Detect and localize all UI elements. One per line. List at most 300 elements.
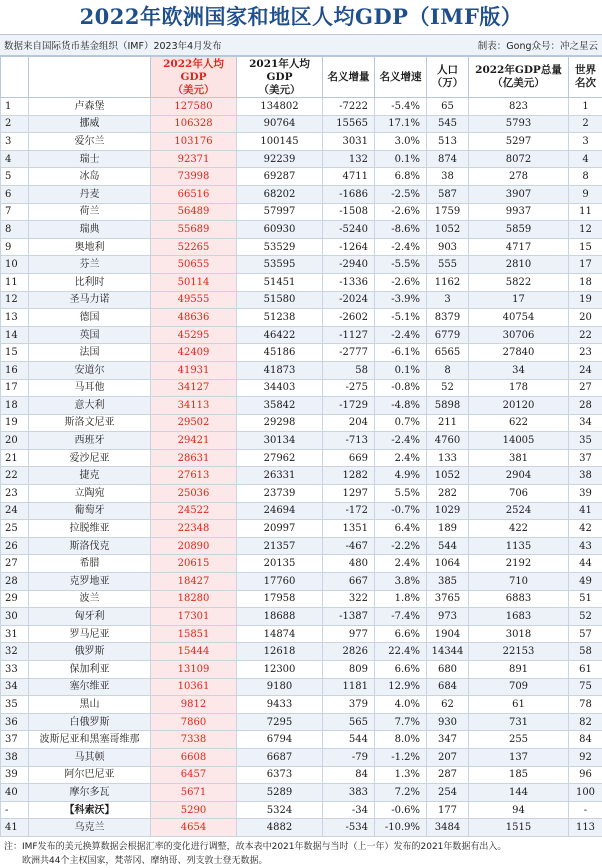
cell-rate: 1.3% bbox=[375, 766, 427, 784]
table-row bbox=[1, 801, 602, 819]
cell-increase: -79 bbox=[323, 748, 375, 766]
cell-gdp-total: 710 bbox=[469, 573, 569, 591]
cell-increase: 544 bbox=[323, 731, 375, 749]
producer-text: 制表：Gong众号：冲之星云 bbox=[478, 38, 598, 52]
cell-world-rank: 2 bbox=[569, 115, 602, 133]
cell-country: 希腊 bbox=[29, 555, 151, 573]
cell-rate: 6.6% bbox=[375, 661, 427, 679]
note-line-1: 注：IMF发布的美元换算数据会根据汇率的变化进行调整，故本表中2021年数据与当时（上一年）发布的2021年数据有出入。 bbox=[4, 840, 598, 854]
table-row bbox=[1, 449, 602, 467]
cell-rate: 6.4% bbox=[375, 520, 427, 538]
cell-rank: 30 bbox=[1, 608, 29, 626]
cell-gdp-total: 94 bbox=[469, 801, 569, 819]
cell-gdp-total: 185 bbox=[469, 766, 569, 784]
cell-rank: 17 bbox=[1, 379, 29, 397]
cell-rate: -0.7% bbox=[375, 502, 427, 520]
cell-gdp-2022: 56489 bbox=[151, 203, 237, 221]
cell-country: 马耳他 bbox=[29, 379, 151, 397]
cell-population: 287 bbox=[427, 766, 469, 784]
cell-gdp-2021: 21357 bbox=[237, 537, 323, 555]
header-gdp-total: 2022年GDP总量 （亿美元） bbox=[469, 57, 569, 98]
cell-gdp-2022: 20890 bbox=[151, 537, 237, 555]
cell-gdp-2022: 50655 bbox=[151, 256, 237, 274]
cell-gdp-2022: 45295 bbox=[151, 326, 237, 344]
cell-rank: 27 bbox=[1, 555, 29, 573]
cell-population: 3484 bbox=[427, 819, 469, 837]
cell-country: 捷克 bbox=[29, 467, 151, 485]
cell-gdp-2021: 27962 bbox=[237, 449, 323, 467]
cell-country: 罗马尼亚 bbox=[29, 625, 151, 643]
table-row bbox=[1, 678, 602, 696]
cell-country: 立陶宛 bbox=[29, 485, 151, 503]
cell-country: 爱尔兰 bbox=[29, 133, 151, 151]
cell-rate: -0.8% bbox=[375, 379, 427, 397]
cell-world-rank: 78 bbox=[569, 696, 602, 714]
cell-country: 俄罗斯 bbox=[29, 643, 151, 661]
table-row bbox=[1, 573, 602, 591]
cell-rank: 23 bbox=[1, 485, 29, 503]
cell-rank: 38 bbox=[1, 748, 29, 766]
cell-gdp-2021: 12618 bbox=[237, 643, 323, 661]
cell-rate: 5.5% bbox=[375, 485, 427, 503]
cell-country: 英国 bbox=[29, 326, 151, 344]
cell-country: 克罗地亚 bbox=[29, 573, 151, 591]
cell-gdp-2021: 4882 bbox=[237, 819, 323, 837]
cell-increase: 4711 bbox=[323, 168, 375, 186]
cell-population: 973 bbox=[427, 608, 469, 626]
table-row bbox=[1, 168, 602, 186]
cell-gdp-2021: 18688 bbox=[237, 608, 323, 626]
cell-gdp-2022: 28631 bbox=[151, 449, 237, 467]
cell-increase: 565 bbox=[323, 713, 375, 731]
cell-gdp-total: 2192 bbox=[469, 555, 569, 573]
cell-gdp-2022: 7338 bbox=[151, 731, 237, 749]
table-row bbox=[1, 731, 602, 749]
cell-country: 奥地利 bbox=[29, 238, 151, 256]
cell-gdp-2022: 6457 bbox=[151, 766, 237, 784]
cell-gdp-total: 422 bbox=[469, 520, 569, 538]
cell-gdp-2022: 34113 bbox=[151, 397, 237, 415]
cell-gdp-2022: 106328 bbox=[151, 115, 237, 133]
cell-rank: 12 bbox=[1, 291, 29, 309]
cell-rate: -2.4% bbox=[375, 238, 427, 256]
cell-population: 1162 bbox=[427, 273, 469, 291]
header-name bbox=[29, 57, 151, 98]
cell-country: 塞尔维亚 bbox=[29, 678, 151, 696]
cell-world-rank: 100 bbox=[569, 784, 602, 802]
cell-gdp-2022: 7860 bbox=[151, 713, 237, 731]
table-row bbox=[1, 713, 602, 731]
cell-world-rank: 43 bbox=[569, 537, 602, 555]
cell-gdp-total: 8072 bbox=[469, 150, 569, 168]
cell-rank: 21 bbox=[1, 449, 29, 467]
cell-gdp-2022: 22348 bbox=[151, 520, 237, 538]
cell-population: 1064 bbox=[427, 555, 469, 573]
cell-population: 930 bbox=[427, 713, 469, 731]
cell-increase: -1729 bbox=[323, 397, 375, 415]
cell-gdp-total: 144 bbox=[469, 784, 569, 802]
cell-world-rank: 39 bbox=[569, 485, 602, 503]
cell-increase: 809 bbox=[323, 661, 375, 679]
cell-increase: -275 bbox=[323, 379, 375, 397]
cell-gdp-2022: 55689 bbox=[151, 221, 237, 239]
cell-rank: 33 bbox=[1, 661, 29, 679]
table-row bbox=[1, 766, 602, 784]
cell-world-rank: 24 bbox=[569, 361, 602, 379]
cell-rate: 12.9% bbox=[375, 678, 427, 696]
cell-gdp-total: 6883 bbox=[469, 590, 569, 608]
cell-increase: -7222 bbox=[323, 98, 375, 116]
cell-gdp-2022: 10361 bbox=[151, 678, 237, 696]
cell-gdp-2022: 42409 bbox=[151, 344, 237, 362]
cell-country: 安道尔 bbox=[29, 361, 151, 379]
cell-world-rank: 22 bbox=[569, 326, 602, 344]
cell-population: 684 bbox=[427, 678, 469, 696]
cell-rate: -2.6% bbox=[375, 203, 427, 221]
cell-world-rank: 42 bbox=[569, 520, 602, 538]
cell-rank: - bbox=[1, 801, 29, 819]
cell-rate: -2.2% bbox=[375, 537, 427, 555]
cell-increase: -1336 bbox=[323, 273, 375, 291]
cell-gdp-2022: 103176 bbox=[151, 133, 237, 151]
cell-increase: -713 bbox=[323, 432, 375, 450]
table-row bbox=[1, 238, 602, 256]
cell-gdp-2021: 45186 bbox=[237, 344, 323, 362]
cell-population: 282 bbox=[427, 485, 469, 503]
cell-rank: 10 bbox=[1, 256, 29, 274]
cell-rank: 29 bbox=[1, 590, 29, 608]
cell-increase: 204 bbox=[323, 414, 375, 432]
cell-increase: -2602 bbox=[323, 309, 375, 327]
cell-world-rank: 4 bbox=[569, 150, 602, 168]
cell-rate: -2.6% bbox=[375, 273, 427, 291]
cell-rank: 20 bbox=[1, 432, 29, 450]
cell-country: 白俄罗斯 bbox=[29, 713, 151, 731]
cell-increase: -534 bbox=[323, 819, 375, 837]
cell-gdp-2022: 34127 bbox=[151, 379, 237, 397]
cell-gdp-2021: 12300 bbox=[237, 661, 323, 679]
table-row bbox=[1, 221, 602, 239]
cell-world-rank: 84 bbox=[569, 731, 602, 749]
cell-country: 阿尔巴尼亚 bbox=[29, 766, 151, 784]
source-bar bbox=[0, 34, 602, 56]
cell-population: 211 bbox=[427, 414, 469, 432]
cell-increase: -2024 bbox=[323, 291, 375, 309]
cell-country: 瑞士 bbox=[29, 150, 151, 168]
cell-population: 6565 bbox=[427, 344, 469, 362]
cell-country: 【科索沃】 bbox=[29, 801, 151, 819]
cell-world-rank: 52 bbox=[569, 608, 602, 626]
cell-gdp-total: 381 bbox=[469, 449, 569, 467]
table-row bbox=[1, 502, 602, 520]
header-gdp-2021: 2021年人均GDP （美元） bbox=[237, 57, 323, 98]
cell-gdp-2021: 17760 bbox=[237, 573, 323, 591]
cell-gdp-2021: 20997 bbox=[237, 520, 323, 538]
cell-increase: -1387 bbox=[323, 608, 375, 626]
cell-rate: 4.9% bbox=[375, 467, 427, 485]
cell-world-rank: 34 bbox=[569, 414, 602, 432]
cell-rate: 7.2% bbox=[375, 784, 427, 802]
table-row bbox=[1, 696, 602, 714]
cell-gdp-total: 2524 bbox=[469, 502, 569, 520]
table-row bbox=[1, 203, 602, 221]
cell-rank: 15 bbox=[1, 344, 29, 362]
cell-population: 1029 bbox=[427, 502, 469, 520]
cell-gdp-2022: 29502 bbox=[151, 414, 237, 432]
cell-gdp-total: 14005 bbox=[469, 432, 569, 450]
cell-increase: -5240 bbox=[323, 221, 375, 239]
cell-gdp-total: 40754 bbox=[469, 309, 569, 327]
cell-population: 52 bbox=[427, 379, 469, 397]
cell-increase: 15565 bbox=[323, 115, 375, 133]
cell-population: 5898 bbox=[427, 397, 469, 415]
cell-gdp-total: 20120 bbox=[469, 397, 569, 415]
cell-rate: 2.4% bbox=[375, 555, 427, 573]
cell-gdp-2021: 41873 bbox=[237, 361, 323, 379]
cell-world-rank: 1 bbox=[569, 98, 602, 116]
cell-gdp-2021: 24694 bbox=[237, 502, 323, 520]
cell-gdp-2022: 24522 bbox=[151, 502, 237, 520]
cell-country: 丹麦 bbox=[29, 185, 151, 203]
cell-country: 芬兰 bbox=[29, 256, 151, 274]
cell-rank: 19 bbox=[1, 414, 29, 432]
cell-population: 254 bbox=[427, 784, 469, 802]
cell-world-rank: 82 bbox=[569, 713, 602, 731]
cell-population: 587 bbox=[427, 185, 469, 203]
cell-world-rank: 23 bbox=[569, 344, 602, 362]
cell-rate: -10.9% bbox=[375, 819, 427, 837]
cell-gdp-2021: 134802 bbox=[237, 98, 323, 116]
table-row bbox=[1, 608, 602, 626]
table-row bbox=[1, 133, 602, 151]
header-rank bbox=[1, 57, 29, 98]
cell-rank: 32 bbox=[1, 643, 29, 661]
cell-gdp-2021: 6373 bbox=[237, 766, 323, 784]
cell-gdp-total: 823 bbox=[469, 98, 569, 116]
table-row bbox=[1, 520, 602, 538]
cell-rank: 41 bbox=[1, 819, 29, 837]
cell-gdp-2022: 27613 bbox=[151, 467, 237, 485]
header-rate: 名义增速 bbox=[375, 57, 427, 98]
cell-rank: 13 bbox=[1, 309, 29, 327]
cell-world-rank: 11 bbox=[569, 203, 602, 221]
cell-increase: -1264 bbox=[323, 238, 375, 256]
cell-gdp-2021: 20135 bbox=[237, 555, 323, 573]
cell-world-rank: 27 bbox=[569, 379, 602, 397]
cell-rate: -1.2% bbox=[375, 748, 427, 766]
cell-increase: 132 bbox=[323, 150, 375, 168]
cell-gdp-2021: 5324 bbox=[237, 801, 323, 819]
table-row bbox=[1, 344, 602, 362]
cell-world-rank: 75 bbox=[569, 678, 602, 696]
cell-population: 14344 bbox=[427, 643, 469, 661]
cell-country: 意大利 bbox=[29, 397, 151, 415]
cell-gdp-2022: 17301 bbox=[151, 608, 237, 626]
cell-increase: 1297 bbox=[323, 485, 375, 503]
cell-population: 4760 bbox=[427, 432, 469, 450]
cell-world-rank: 41 bbox=[569, 502, 602, 520]
cell-country: 波斯尼亚和黑塞哥维那 bbox=[29, 731, 151, 749]
cell-increase: -2777 bbox=[323, 344, 375, 362]
cell-increase: 669 bbox=[323, 449, 375, 467]
cell-gdp-2022: 5671 bbox=[151, 784, 237, 802]
cell-gdp-total: 22153 bbox=[469, 643, 569, 661]
cell-gdp-2022: 73998 bbox=[151, 168, 237, 186]
cell-world-rank: 96 bbox=[569, 766, 602, 784]
cell-gdp-2021: 53529 bbox=[237, 238, 323, 256]
cell-gdp-2022: 20615 bbox=[151, 555, 237, 573]
cell-gdp-total: 1683 bbox=[469, 608, 569, 626]
table-row bbox=[1, 537, 602, 555]
cell-rank: 6 bbox=[1, 185, 29, 203]
cell-increase: 379 bbox=[323, 696, 375, 714]
cell-rate: 7.7% bbox=[375, 713, 427, 731]
cell-rate: 3.8% bbox=[375, 573, 427, 591]
cell-rate: -5.4% bbox=[375, 98, 427, 116]
cell-rank: 1 bbox=[1, 98, 29, 116]
cell-gdp-2021: 92239 bbox=[237, 150, 323, 168]
table-row bbox=[1, 115, 602, 133]
cell-world-rank: 38 bbox=[569, 467, 602, 485]
cell-increase: 667 bbox=[323, 573, 375, 591]
cell-country: 爱沙尼亚 bbox=[29, 449, 151, 467]
cell-population: 555 bbox=[427, 256, 469, 274]
cell-rate: -8.6% bbox=[375, 221, 427, 239]
table-row bbox=[1, 414, 602, 432]
cell-population: 1904 bbox=[427, 625, 469, 643]
cell-rank: 4 bbox=[1, 150, 29, 168]
cell-gdp-total: 137 bbox=[469, 748, 569, 766]
cell-rank: 40 bbox=[1, 784, 29, 802]
cell-world-rank: 58 bbox=[569, 643, 602, 661]
page-title: 2022年欧洲国家和地区人均GDP（IMF版） bbox=[0, 0, 602, 34]
cell-world-rank: 3 bbox=[569, 133, 602, 151]
cell-increase: -172 bbox=[323, 502, 375, 520]
table-row bbox=[1, 485, 602, 503]
cell-gdp-2022: 13109 bbox=[151, 661, 237, 679]
cell-gdp-2021: 60930 bbox=[237, 221, 323, 239]
cell-increase: 480 bbox=[323, 555, 375, 573]
header-world-rank: 世界 名次 bbox=[569, 57, 602, 98]
cell-rank: 11 bbox=[1, 273, 29, 291]
data-source-text: 数据来自国际货币基金组织（IMF）2023年4月发布 bbox=[4, 38, 222, 52]
cell-increase: 322 bbox=[323, 590, 375, 608]
cell-rank: 25 bbox=[1, 520, 29, 538]
note-line-2: 欧洲共44个主权国家，梵蒂冈、摩纳哥、列支敦士登无数据。 bbox=[4, 854, 598, 868]
cell-gdp-2021: 23739 bbox=[237, 485, 323, 503]
cell-rate: -7.4% bbox=[375, 608, 427, 626]
cell-country: 摩尔多瓦 bbox=[29, 784, 151, 802]
cell-increase: 1282 bbox=[323, 467, 375, 485]
cell-country: 斯洛文尼亚 bbox=[29, 414, 151, 432]
cell-world-rank: 37 bbox=[569, 449, 602, 467]
cell-gdp-2021: 14874 bbox=[237, 625, 323, 643]
cell-increase: 84 bbox=[323, 766, 375, 784]
cell-country: 比利时 bbox=[29, 273, 151, 291]
cell-gdp-2022: 6608 bbox=[151, 748, 237, 766]
cell-gdp-2021: 51238 bbox=[237, 309, 323, 327]
cell-world-rank: 8 bbox=[569, 168, 602, 186]
cell-rank: 7 bbox=[1, 203, 29, 221]
cell-world-rank: 113 bbox=[569, 819, 602, 837]
cell-gdp-total: 5297 bbox=[469, 133, 569, 151]
cell-gdp-2022: 50114 bbox=[151, 273, 237, 291]
cell-population: 189 bbox=[427, 520, 469, 538]
cell-population: 6779 bbox=[427, 326, 469, 344]
cell-gdp-2021: 9180 bbox=[237, 678, 323, 696]
cell-rank: 18 bbox=[1, 397, 29, 415]
cell-world-rank: 18 bbox=[569, 273, 602, 291]
cell-rate: -2.4% bbox=[375, 326, 427, 344]
cell-gdp-total: 1515 bbox=[469, 819, 569, 837]
table-row bbox=[1, 748, 602, 766]
cell-rank: 24 bbox=[1, 502, 29, 520]
cell-gdp-total: 731 bbox=[469, 713, 569, 731]
cell-country: 乌克兰 bbox=[29, 819, 151, 837]
cell-population: 133 bbox=[427, 449, 469, 467]
cell-world-rank: 15 bbox=[569, 238, 602, 256]
cell-rank: 37 bbox=[1, 731, 29, 749]
cell-gdp-2021: 100145 bbox=[237, 133, 323, 151]
cell-world-rank: 28 bbox=[569, 397, 602, 415]
cell-gdp-2022: 48636 bbox=[151, 309, 237, 327]
cell-gdp-2021: 26331 bbox=[237, 467, 323, 485]
cell-country: 波兰 bbox=[29, 590, 151, 608]
cell-rank: 2 bbox=[1, 115, 29, 133]
cell-population: 207 bbox=[427, 748, 469, 766]
cell-gdp-total: 891 bbox=[469, 661, 569, 679]
cell-gdp-2021: 51451 bbox=[237, 273, 323, 291]
cell-gdp-2021: 17958 bbox=[237, 590, 323, 608]
table-row bbox=[1, 185, 602, 203]
cell-world-rank: 12 bbox=[569, 221, 602, 239]
table-row bbox=[1, 643, 602, 661]
notes bbox=[0, 837, 602, 868]
cell-population: 903 bbox=[427, 238, 469, 256]
table-row bbox=[1, 291, 602, 309]
cell-world-rank: - bbox=[569, 801, 602, 819]
cell-gdp-2021: 35842 bbox=[237, 397, 323, 415]
cell-rate: 6.8% bbox=[375, 168, 427, 186]
cell-increase: 1351 bbox=[323, 520, 375, 538]
cell-country: 荷兰 bbox=[29, 203, 151, 221]
cell-population: 177 bbox=[427, 801, 469, 819]
cell-gdp-2021: 9433 bbox=[237, 696, 323, 714]
cell-increase: 1181 bbox=[323, 678, 375, 696]
cell-rate: -6.1% bbox=[375, 344, 427, 362]
cell-population: 3 bbox=[427, 291, 469, 309]
cell-gdp-total: 2904 bbox=[469, 467, 569, 485]
cell-rate: 0.1% bbox=[375, 150, 427, 168]
cell-rate: 22.4% bbox=[375, 643, 427, 661]
cell-rank: 8 bbox=[1, 221, 29, 239]
cell-country: 马其顿 bbox=[29, 748, 151, 766]
cell-country: 葡萄牙 bbox=[29, 502, 151, 520]
cell-population: 3765 bbox=[427, 590, 469, 608]
cell-increase: -467 bbox=[323, 537, 375, 555]
cell-gdp-total: 27840 bbox=[469, 344, 569, 362]
cell-rank: 16 bbox=[1, 361, 29, 379]
cell-population: 38 bbox=[427, 168, 469, 186]
cell-rank: 3 bbox=[1, 133, 29, 151]
cell-gdp-total: 3018 bbox=[469, 625, 569, 643]
cell-population: 680 bbox=[427, 661, 469, 679]
cell-rate: 2.4% bbox=[375, 449, 427, 467]
cell-country: 保加利亚 bbox=[29, 661, 151, 679]
cell-gdp-2022: 5290 bbox=[151, 801, 237, 819]
table-row bbox=[1, 590, 602, 608]
header-gdp-2022: 2022年人均GDP （美元） bbox=[151, 57, 237, 98]
